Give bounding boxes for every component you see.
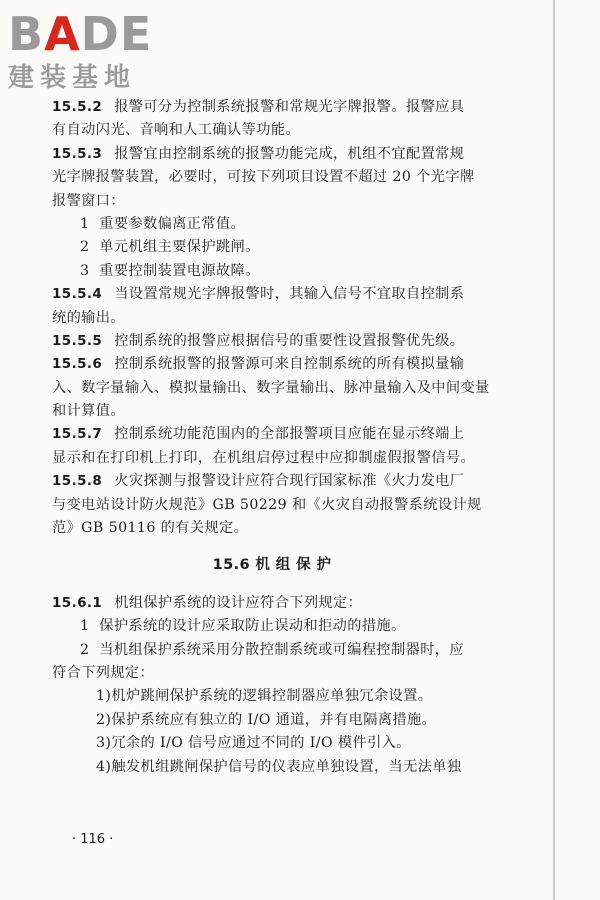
clause-15-5-7-line-2: 显示和在打印机上打印，在机组启停过程中应抑制虚假报警信号。 [52, 449, 476, 466]
clause-15-5-8-line-1: 15.5.8 火灾探测与报警设计应符合现行国家标准《火力发电厂 [52, 473, 465, 490]
logo-subtitle: 建装基地 [8, 63, 137, 93]
clause-number: 15.5.5 [52, 332, 103, 349]
list-item: 3 重要控制装置电源故障。 [80, 262, 260, 279]
clause-15-5-6-line-3: 和计算值。 [52, 403, 125, 420]
clause-number: 15.6.1 [52, 594, 103, 611]
page-number: · 116 · [72, 832, 114, 847]
list-item: 2 单元机组主要保护跳闸。 [80, 239, 260, 256]
sub-list-item: 1)机炉跳闸保护系统的逻辑控制器应单独冗余设置。 [96, 688, 433, 705]
clause-number: 15.5.2 [52, 99, 103, 115]
clause-number: 15.5.3 [52, 145, 103, 162]
clause-15-5-4-line-2: 统的输出。 [52, 309, 125, 326]
clause-15-5-3-line-1: 15.5.3 报警宜由控制系统的报警功能完成，机组不宜配置常规 [52, 145, 465, 162]
section-heading: 15.6 机 组 保 护 [212, 557, 332, 574]
clause-15-5-2-line-2: 有自动闪光、音响和人工确认等功能。 [52, 122, 300, 139]
sub-list-item: 3)冗余的 I/O 信号应通过不同的 I/O 模件引入。 [96, 735, 411, 752]
clause-15-5-8-line-3: 范》GB 50116 的有关规定。 [52, 520, 249, 537]
list-item: 1 保护系统的设计应采取防止误动和拒动的措施。 [80, 618, 406, 635]
clause-15-5-7-line-1: 15.5.7 控制系统功能范围内的全部报警项目应能在显示终端上 [52, 426, 465, 443]
scan-edge-line [553, 0, 555, 900]
clause-15-5-6-line-1: 15.5.6 控制系统报警的报警源可来自控制系统的所有模拟量输 [52, 356, 465, 373]
clause-number: 15.5.8 [52, 473, 103, 490]
clause-15-5-3-line-3: 报警窗口： [52, 192, 125, 209]
clause-15-5-8-line-2: 与变电站设计防火规范》GB 50229 和《火灾自动报警系统设计规 [52, 496, 482, 513]
clause-15-5-5-line-1: 15.5.5 控制系统的报警应根据信号的重要性设置报警优先级。 [52, 332, 465, 349]
clause-number: 15.5.6 [52, 356, 103, 373]
clause-15-5-4-line-1: 15.5.4 当设置常规光字牌报警时，其输入信号不宜取自控制系 [52, 286, 465, 303]
sub-list-item: 2)保护系统应有独立的 I/O 通道，并有电隔离措施。 [96, 711, 437, 728]
clause-15-6-1-line-1: 15.6.1 机组保护系统的设计应符合下列规定： [52, 594, 363, 611]
sub-list-item: 4)触发机组跳闸保护信号的仪表应单独设置，当无法单独 [96, 758, 462, 775]
list-item-continuation: 符合下列规定： [52, 664, 155, 681]
clause-15-5-2-line-1: 15.5.2 报警可分为控制系统报警和常规光字牌报警。报警应具 [52, 99, 465, 115]
page-body [52, 96, 492, 779]
clause-15-5-6-line-2: 入、数字量输入、模拟量输出、数字量输出、脉冲量输入及中间变量 [52, 379, 490, 396]
list-item: 1 重要参数偏离正常值。 [80, 215, 246, 232]
logo-wordmark: BADE [8, 7, 153, 61]
clause-number: 15.5.4 [52, 286, 103, 303]
bade-logo [8, 8, 152, 94]
clause-number: 15.5.7 [52, 426, 103, 443]
clause-15-5-3-line-2: 光字牌报警装置，必要时，可按下列项目设置不超过 20 个光字牌 [52, 169, 475, 186]
list-item: 2 当机组保护系统采用分散控制系统或可编程控制器时，应 [80, 641, 464, 658]
